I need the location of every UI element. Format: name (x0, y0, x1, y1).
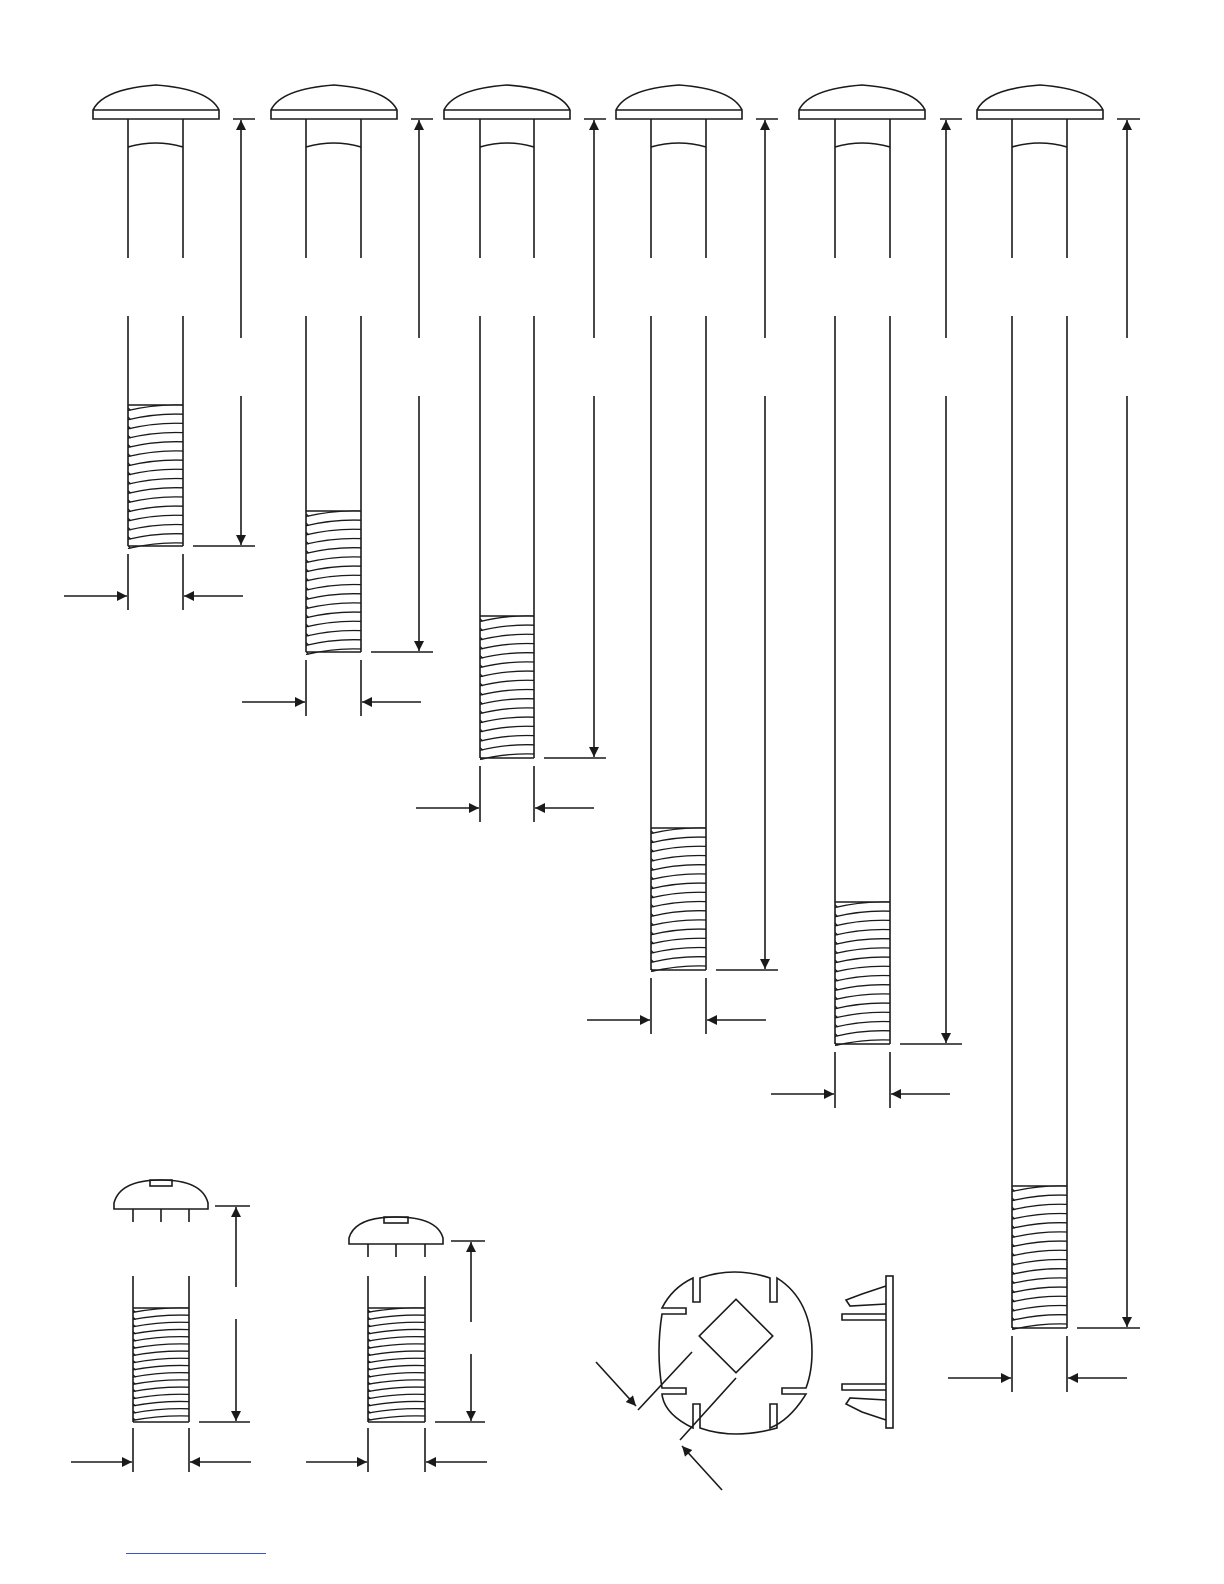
button-head-screw-1 (71, 1180, 251, 1472)
bolt-threads (835, 902, 890, 1046)
bolt-threads (128, 405, 183, 549)
bolt-dome-head (444, 85, 570, 119)
insert-bottom-clip (846, 1398, 886, 1420)
screw-button-head (114, 1180, 208, 1209)
carriage-bolt-2 (242, 85, 433, 716)
screw-shank (133, 1276, 189, 1308)
footer-link-rule[interactable] (126, 1553, 266, 1566)
bolt-square-neck (128, 119, 183, 147)
screw-threads (368, 1308, 425, 1422)
bolt-threads (306, 511, 361, 655)
bolt-dome-head (93, 85, 219, 119)
insert-top-clip (846, 1286, 886, 1306)
screw-shank (368, 1276, 425, 1308)
insert-bottom-arm (842, 1384, 886, 1390)
insert-dim-arrow-2 (682, 1446, 722, 1490)
bolt-threads (480, 616, 534, 760)
bolt-threads (651, 828, 706, 972)
bolt-square-neck (480, 119, 534, 147)
bolt-shank (835, 147, 890, 902)
bolt-threads (1012, 1186, 1067, 1330)
bolt-dome-head (271, 85, 397, 119)
bolt-square-neck (306, 119, 361, 147)
bolt-dome-head (799, 85, 925, 119)
bolt-shank (306, 147, 361, 511)
carriage-bolts (64, 85, 1140, 1392)
button-head-screw-2 (306, 1217, 487, 1472)
carriage-bolt-1 (64, 85, 255, 610)
screw-threads (133, 1308, 189, 1422)
bolt-shank (128, 147, 183, 405)
carriage-bolt-6 (948, 85, 1140, 1392)
insert-dim-arrow-1 (596, 1362, 636, 1406)
bolt-shank (480, 147, 534, 616)
screw-button-head (349, 1217, 443, 1244)
bolt-square-neck (1012, 119, 1067, 147)
bolt-square-neck (651, 119, 706, 147)
bolt-dome-head (616, 85, 742, 119)
screw-shank-top (368, 1244, 425, 1257)
bolt-shank (651, 147, 706, 828)
square-hole (699, 1299, 773, 1373)
bolt-dome-head (977, 85, 1103, 119)
insert-dim-extension-1 (638, 1352, 692, 1410)
carriage-bolt-5 (771, 85, 962, 1108)
machine-screws (71, 1180, 487, 1472)
square-hole-insert-front-view (596, 1272, 812, 1490)
insert-flange (886, 1276, 893, 1428)
insert-outline (659, 1272, 812, 1434)
square-hole-insert-side-view (842, 1276, 893, 1428)
bolt-square-neck (835, 119, 890, 147)
bolt-shank (1012, 147, 1067, 1186)
screw-shank-top (133, 1209, 189, 1222)
carriage-bolt-4 (587, 85, 778, 1034)
carriage-bolt-3 (416, 85, 606, 822)
insert-top-arm (842, 1314, 886, 1320)
